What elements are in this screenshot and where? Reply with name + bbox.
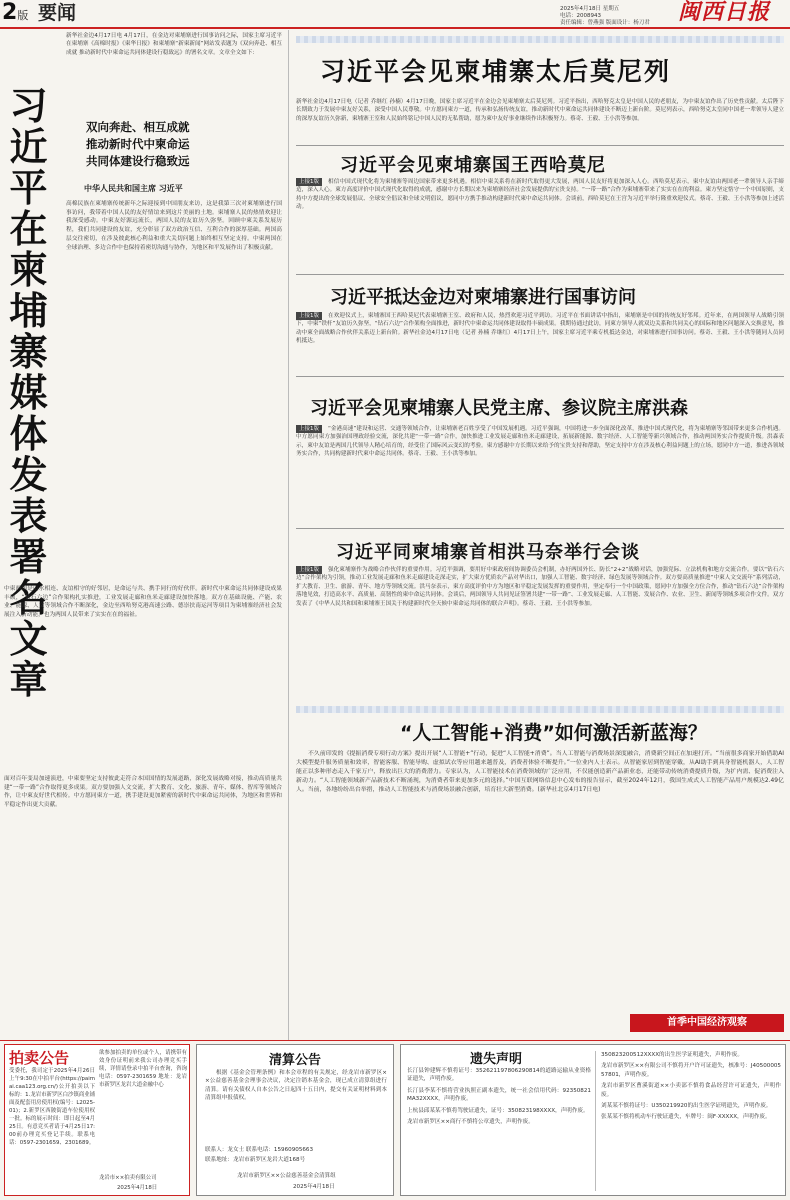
article-5-title: 习近平同柬埔寨首相洪马奈举行会谈	[336, 542, 640, 563]
editor-line: 责任编辑：曾燕强 版面设计：杨刀君	[560, 20, 650, 26]
article-3-rule	[296, 274, 784, 275]
section-name: 要闻	[38, 2, 77, 24]
article-6-banner: 首季中国经济观察	[630, 1014, 784, 1032]
lead-subtitle-2: 推动新时代中柬命运	[86, 137, 190, 151]
clearance-notice	[196, 1044, 394, 1196]
lead-body-1: 高棉民族在柬埔寨传统新年之际迎接到中国朋友来访，这是我第三次对柬埔寨进行国事访问，我带着中国人民的友好情谊来到这片美丽的土地。柬埔寨人民的热情欢迎让我深受感动。中柬友好源远流长，两国人民的友谊历久弥坚。回顾中柬关系发展历程，我们共同建设的友谊，充分彰显了双方政治互信、互利合作的深厚基础。两国高层交往密切，在涉及彼此核心利益和重大关切问题上始终相互坚定支持。中柬两国在全球治理、多边合作中也保持着密切沟通与协作，为地区和平发展作出了积极贡献。	[66, 201, 282, 251]
lost-item: 龙岩市新罗区曹溪街道××小卖部不慎将食品经营许可证遗失，声明作废。	[601, 1083, 781, 1098]
article-1-title: 习近平会见柬埔寨太后莫尼列	[320, 57, 672, 86]
article-2-tag: 上接1版	[296, 178, 322, 186]
article-5-rule	[296, 528, 784, 529]
lead-body-2: 中柬两国是山水相连、友谊相守的好邻居，是命运与共、携手同行的好伙伴。新时代中柬命运共同体建设成果丰硕，“钻石六边”合作架构扎实推进，工业发展走廊和鱼米走廊建设加快落地。双方在基础设施、产能、农业、能源、人文等领域合作不断深化，金边至西哈努克港高速公路、德崇扶南运河等项目为柬埔寨经济社会发展注入新动能，也为两国人民带来了实实在在的福祉。	[4, 586, 282, 619]
page-num-digit: 2	[2, 0, 18, 25]
bottom-rule	[0, 1040, 790, 1041]
lost-item: 长汀县李某不慎将营业执照正副本遗失，统一社会信用代码：92350821MA32XXXX，声明作废。	[407, 1087, 591, 1103]
article-3-tag: 上接1版	[296, 312, 322, 320]
article-4-rule	[296, 376, 784, 377]
article-2-body: 相信中国式现代化将为柬埔寨等周边国家带来更多机遇。相信中柬关系将在新时代取得更大发展，两国人民友好将更加深入人心。西哈莫尼表示，柬中友谊由两国老一辈领导人亲手缔造，深入人心。柬方高度评价中国式现代化取得的成就，感谢中方长期以来为柬埔寨经济社会发展提供的宝贵支持。“一带一路”合作为柬埔寨带来了实实在在的利益。柬方坚定恪守一个中国原则，支持中方提出的全球发展倡议、全球安全倡议和全球文明倡议，愿同中方携手推动构建新时代柬中命运共同体。会谈前，西哈莫尼在王宫为习近平举行隆重欢迎仪式。蔡奇、王毅、王小洪等参加上述活动。	[296, 179, 784, 211]
clearance-title: 清算公告	[268, 1053, 321, 1068]
auction-body: 受委托，我司定于2025年4月26日上午9:30在中拍平台(https://paimai.caa123.org.cn/)公开拍卖以下标的：1.龙岩市新罗区白沙镇商业铺面及配套用房使用权(编号：L2025-01)；2.新罗区西陂街道车位使用权一批。标的展示时间：即日起至4月25日。有意竞买者请于4月25日17:00前办理竞买登记手续。联系电话：0597-2301659、2301689。	[9, 1068, 95, 1146]
column-divider	[288, 30, 289, 1040]
auction-body-2: 欲参加拍卖的单位或个人，请携带有效身份证明前来我公司办理竞买手续，详情请登录中拍平台查询，咨询电话：0597-2301659 地址：龙岩市新罗区龙岩大道金融中心	[99, 1050, 187, 1088]
lost-item: 刘某某不慎将证号：U350219920的出生医学证明遗失，声明作废。	[601, 1103, 772, 1110]
lost-item: 上杭县邱某某不慎将驾驶证遗失，证号：350823198XXXX，声明作废。	[407, 1107, 589, 1114]
article-6-stripe	[296, 706, 784, 713]
page-number	[2, 0, 28, 29]
clearance-date: 2025年4月18日	[293, 1184, 335, 1190]
article-3-title: 习近平抵达金边对柬埔寨进行国事访问	[330, 287, 636, 308]
phone-line: 电话：2008943	[560, 13, 601, 19]
lost-divider	[595, 1051, 596, 1191]
article-4-body: “金港高速”建设和运营、交通等领域合作，让柬埔寨老百姓享受了中国发展机遇。习近平强调，中国将进一步全面深化改革，推进中国式现代化，将为柬埔寨等邻国带来更多合作机遇。中方愿同柬方加强治国理政经验交流，深化共建“一带一路”合作，加快推进工业发展走廊和鱼米走廊建设，拓展新能源、数字经济、人工智能等新兴领域合作，推动两国务实合作提质升级。洪森表示，柬中友谊是两国几代领导人精心培育的，经受住了国际风云变幻的考验。柬方感谢中方长期以来给予的宝贵支持和帮助，坚定支持中方在涉及核心利益问题上的立场，愿同中方一道，推进各领域务实合作，共同构建新时代柬中命运共同体。蔡奇、王毅、王小洪等参加。	[296, 426, 784, 458]
lead-vertical-title: 习近平在柬埔寨媒体发表署名文章	[9, 84, 49, 702]
brand-logo: 闽西日报	[678, 0, 771, 25]
article-6-body: 不久前印发的《提振消费专项行动方案》提出开展“人工智能+”行动，促进“人工智能+消费”。当人工智能与消费场景深度融合，消费新空间正在加速打开。“当前很多商家开始借助AI大模型提升服务质量和效率，智能客服、智能导购、虚拟试衣等应用越来越普及，消费者体验不断提升。”一位业内人士表示。从智能家居到智能穿戴，从AI助手到具身智能机器人，人工智能正以多种形态走入千家万户，释放出巨大的消费潜力。专家认为，人工智能技术在消费领域的广泛应用，不仅能创造新产品新业态，还能带动传统消费提质升级，为扩内需、促消费注入新动力。“人工智能领域新产品新技术不断涌现，为消费者带来更加多元的选择。”中国互联网络信息中心发布的报告显示，截至2024年12月，我国生成式人工智能产品用户规模达2.49亿人。当前，各地纷纷出台举措，推动人工智能技术与消费场景融合创新，培育壮大新型消费。(新华社北京4月17日电)	[296, 751, 784, 793]
lead-subtitle-3: 共同体建设行稳致远	[86, 154, 190, 168]
lost-item: 350823200512XXXX的出生医学证明遗失，声明作废。	[601, 1052, 743, 1058]
lead-subtitle-box	[66, 115, 282, 183]
article-4-title: 习近平会见柬埔寨人民党主席、参议院主席洪森	[310, 398, 688, 419]
masthead	[0, 0, 790, 26]
lead-byline: 中华人民共和国主席 习近平	[84, 184, 183, 193]
lead-subtitle-1: 双向奔赴、相互成就	[86, 120, 190, 134]
lost-notice	[400, 1044, 786, 1196]
article-1-stripe	[296, 36, 784, 43]
lead-intro: 新华社金边4月17日电 4月17日，在金边对柬埔寨进行国事访问之际，国家主席习近平在柬埔寨《高棉时报》《柬华日报》和柬埔寨“新柬新闻”网站发表题为《双向奔赴、相互成就 推动新时代中柬命运共同体建设行稳致远》的署名文章。文章全文如下：	[66, 33, 282, 56]
lost-item: 张某某不慎将机动车行驶证遗失，车牌号：闽F·XXXXX，声明作废。	[601, 1114, 771, 1121]
lost-list-left	[407, 1067, 591, 1193]
clearance-body: 根据《基金会管理条例》和本会章程的有关规定，经龙岩市新罗区××公益慈善基金会理事会决议，决定注销本基金会，现已成立清算组进行清算。请有关债权人自本公告之日起四十五日内，提交有关证明材料到本清算组申报债权。	[205, 1070, 387, 1102]
article-3-body: 在欢迎仪式上，柬埔寨国王西哈莫尼代表柬埔寨王室、政府和人民，热烈欢迎习近平到访。习近平在书面讲话中指出，柬埔寨是中国的传统友好邻邦。近年来，在两国领导人战略引领下，中柬“铁杆”友谊历久弥坚，“钻石六边”合作架构全面推进，新时代中柬命运共同体建设取得丰硕成果。我期待通过此访，同柬方领导人就双边关系和共同关心的国际和地区问题深入交换意见，推动中柬全面战略合作伙伴关系迈上新台阶。新华社金边4月17日电（记者 孙楠 乔继红）4月17日上午，国家主席习近平乘专机抵达金边，对柬埔寨进行国事访问。蔡奇、王毅、王小洪等随同人员同机抵达。	[296, 313, 784, 345]
lost-item: 龙岩市新罗区××有限公司不慎将开户许可证遗失，核准号：J4050000557801，声明作废。	[601, 1063, 781, 1078]
clearance-contact: 联系人：龙女士 联系电话：15960905663	[205, 1147, 314, 1153]
clearance-footer: 龙岩市新罗区××公益慈善基金会清算组	[237, 1173, 336, 1179]
date-line: 2025年4月18日 星期五	[560, 6, 620, 12]
lost-item: 长汀县钟建辉不慎将证号：352621197806290814的道路运输从业资格证遗失，声明作废。	[407, 1068, 591, 1083]
article-5-tag: 上接1版	[296, 566, 322, 574]
article-2-rule	[296, 145, 784, 146]
article-6-title: “人工智能+消费”如何激活新蓝海？	[400, 722, 707, 744]
article-4-tag: 上接1版	[296, 425, 322, 433]
article-5-body: 强化柬埔寨作为战略合作伙伴的重要作用。习近平强调，要用好中柬政府间协调委员会机制，办好两国外长、防长“2+2”战略对话，加强党际、立法机构和地方交流合作。要以“钻石六边”合作架构为引领，推动工业发展走廊和鱼米走廊建设走深走实，扩大柬方优质农产品对华出口，加强人工智能、数字经济、绿色发展等领域合作。双方要高质量推进“中柬人文交流年”系列活动，扩大教育、卫生、旅游、青年、地方等领域交流。洪马奈表示，柬方高度评价中方为地区和平稳定发展发挥的重要作用，坚定奉行一个中国政策，愿同中方加强全方位合作，推动“钻石六边”合作架构落地见效，打造高水平、高质量、高韧性的柬中命运共同体。会谈后，两国领导人共同见证签署共建“一带一路”、工业发展走廊、人工智能、发展合作、农业、卫生、新闻等领域多项合作文件。双方发表了《中华人民共和国和柬埔寨王国关于构建新时代全天候中柬命运共同体的联合声明》。蔡奇、王毅、王小洪等参加。	[296, 567, 784, 607]
auction-notice	[4, 1044, 190, 1196]
auction-date: 2025年4月18日	[117, 1185, 158, 1191]
lost-list-right	[601, 1051, 781, 1193]
article-2-title: 习近平会见柬埔寨国王西哈莫尼	[340, 155, 606, 176]
lost-item: 龙岩市新罗区××商行不慎将公章遗失，声明作废。	[407, 1119, 534, 1126]
article-1-body: 新华社金边4月17日电（记者 乔继红 孙楠）4月17日晚，国家主席习近平在金边会见柬埔寨太后莫尼列。习近平指出，西哈努克太皇是中国人民的老朋友，为中柬友谊作出了历史性贡献。太后陛下长期致力于发展中柬友好关系，深受中国人民尊敬。中方愿同柬方一道，传承和弘扬传统友谊，推动新时代中柬命运共同体建设不断迈上新台阶。莫尼列表示，西哈努克太皇同中国老一辈领导人建立的深厚友谊历久弥新，柬埔寨王室和人民始终铭记中国人民的无私帮助，愿为柬中友好事业继续作出积极努力。蔡奇、王毅、王小洪等参加。	[296, 99, 784, 122]
masthead-rule	[0, 27, 790, 29]
clearance-contact-2: 联系地址：龙岩市新罗区龙岩大道168号	[205, 1157, 306, 1163]
page-suffix: 版	[17, 9, 29, 22]
lead-body-3: 面对百年变局加速演进，中柬要坚定支持彼此走符合本国国情的发展道路，深化发展战略对接，推动高质量共建“一带一路”合作取得更多成果。双方要加强人文交流，扩大教育、文化、旅游、青年、媒体、智库等领域合作，让中柬友好世代相传。中方愿同柬方一道，携手建设更加紧密的新时代中柬命运共同体，为地区和世界和平稳定作出更大贡献。	[4, 776, 282, 809]
lost-title: 遗失声明	[469, 1052, 522, 1067]
auction-title: 拍卖公告	[9, 1049, 70, 1067]
auction-footer: 龙岩市××拍卖有限公司	[99, 1175, 157, 1181]
